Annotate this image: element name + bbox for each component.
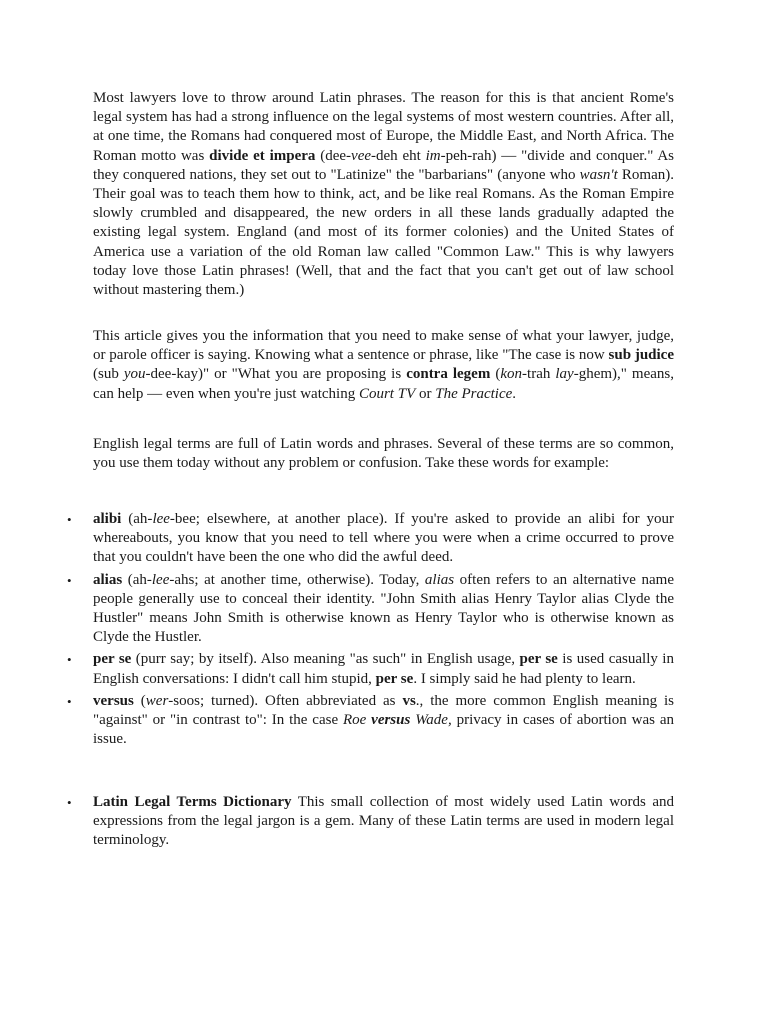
stress: vee — [351, 147, 372, 164]
bullet-icon: • — [67, 795, 72, 810]
stress: wer — [145, 692, 169, 709]
term-sub-judice: sub judice — [608, 347, 674, 364]
emphasis: wasn't — [579, 166, 618, 183]
term-versus: versus — [93, 692, 134, 709]
list-item-alias — [67, 571, 674, 648]
text: -trah — [522, 366, 556, 383]
text: ., the more common English meaning is "against" or "in contrast to": In the case — [93, 692, 675, 729]
text: . — [512, 385, 517, 402]
text: This article gives you the information that you need to make sense of what your lawyer, judge, or parole officer is saying. Knowing what a sentence or phrase, like "The case is now — [93, 328, 674, 364]
stress: kon — [500, 366, 523, 383]
case-versus: versus — [371, 712, 411, 729]
text: (purr say; by itself). Also meaning "as such" in English usage, — [131, 651, 520, 668]
text: -soos; turned). Often abbreviated as — [168, 692, 403, 709]
stress: lay — [555, 366, 574, 383]
text: -ghem)," means, can help — even when you're just watching — [93, 366, 674, 402]
show-title-court-tv: Court TV — [358, 385, 416, 402]
bullet-icon: • — [67, 693, 72, 709]
text: -ahs; at another time, otherwise). Today, — [169, 571, 425, 588]
stress: lee — [152, 511, 170, 527]
list-item-dictionary — [67, 793, 674, 851]
text: (ah- — [121, 511, 153, 527]
term-vs: vs — [402, 692, 416, 709]
bullet-icon: • — [67, 512, 72, 527]
term-alias: alias — [93, 571, 123, 588]
case-name: Roe — [342, 712, 367, 729]
stress: lee — [151, 571, 170, 588]
show-title-the-practice: The Practice — [435, 385, 513, 402]
term-contra-legem: contra legem — [406, 366, 491, 383]
term-per-se: per se — [93, 651, 132, 668]
text: or — [415, 385, 436, 402]
text: ( — [490, 366, 501, 383]
text: -deh eht — [371, 147, 426, 164]
article-purpose-paragraph — [93, 327, 674, 404]
bullet-icon: • — [67, 652, 72, 668]
text: privacy in cases of abortion was an issue. — [93, 712, 674, 748]
text: -peh-rah) — "divide and conquer." As they conquered nations, they set out to "Latinize" the "barbarians" (anyone who — [93, 147, 674, 183]
dictionary-list — [67, 793, 674, 854]
dictionary-title: Latin Legal Terms Dictionary — [93, 794, 292, 810]
text: is used casually in English conversations: I didn't call him stupid, — [93, 651, 674, 687]
text: ( — [133, 692, 146, 709]
text: often refers to an alternative name people generally use to conceal their identity. "John Smith alias Henry Taylor alias Clyde the Hustler" means John Smith is otherwise known as Henry Taylor who is otherwise known as Clyde the Hustler. — [93, 571, 674, 646]
text: Roman). Their goal was to teach them how to think, act, and be like real Romans. As the Roman Empire slowly crumbled and disappeared, the new orders in all these lands gradually adapted the existing legal system. England (and most of its former colonies) and the United States of America use a variation of the old Roman law called "Common Law." This is why lawyers today love those Latin phrases! (Well, that and the fact that you can't get out of law school without mastering them.) — [93, 166, 674, 299]
term-divide-et-impera: divide et impera — [209, 147, 316, 164]
text: Most lawyers love to throw around Latin phrases. The reason for this is that ancient Rome's legal system has had a strong influence on the legal systems of most western countries. After all, at one time, the Romans had conquered most of Europe, the Middle East, and North Africa. The Roman motto was — [93, 90, 674, 164]
text: (ah- — [122, 571, 152, 588]
text: -bee; elsewhere, at another place). If you're asked to provide an alibi for your whereabouts, you know that you need to tell where you were when a crime occurred to prove that you couldn't have been the one who did the awful deed. — [93, 511, 675, 566]
term-per-se: per se — [519, 651, 558, 668]
list-item-per-se — [67, 650, 674, 688]
text: -dee-kay)" or "What you are proposing is — [145, 366, 407, 383]
stress: you — [123, 366, 146, 383]
latin-terms-list — [67, 510, 675, 752]
case-name: Wade, — [415, 712, 452, 729]
text: (dee- — [315, 147, 352, 164]
text: This small collection of most widely used Latin words and expressions from the legal jargon is a gem. Many of these Latin terms are used in modern legal terminology. — [93, 794, 674, 849]
examples-intro-paragraph: English legal terms are full of Latin words and phrases. Several of these terms are so common, you use them today without any problem or confusion. Take these words for example: — [93, 436, 674, 472]
list-item-alibi — [67, 510, 675, 568]
stress: im — [425, 147, 441, 164]
text: (sub — [93, 366, 124, 383]
bullet-icon: • — [67, 572, 72, 588]
text: . I simply said he had plenty to learn. — [413, 670, 636, 687]
intro-paragraph — [93, 89, 674, 300]
term-alibi: alibi — [93, 511, 122, 527]
emphasis: alias — [424, 571, 455, 588]
list-item-versus — [67, 692, 675, 750]
term-per-se: per se — [375, 670, 414, 687]
